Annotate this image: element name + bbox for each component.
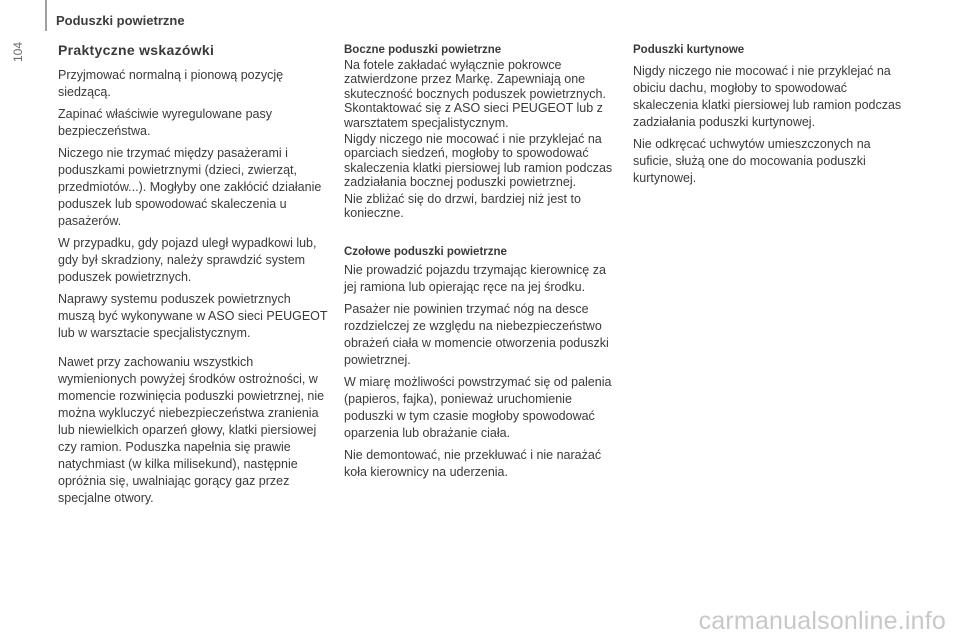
- front-airbag-paragraph: Nie prowadzić pojazdu trzymając kierownicę za jej ramiona lub opierając ręce na jej środku.: [344, 263, 606, 295]
- tip-paragraph: Zapinać właściwie wyregulowane pasy bezpieczeństwa.: [58, 107, 272, 138]
- tip-paragraph: Nawet przy zachowaniu wszystkich wymienionych powyżej środków ostrożności, w momencie rozwinięcia poduszki powietrznej, nie można wykluczyć niebezpieczeństwa zranienia lub niewielkich oparzeń głowy, klatki piersiowej czy ramion. Poduszka napełnia się prawie natychmiast (w kilka milisekund), następnie opróżnia się, uwalniając gorący gaz przez specjalne otwory.: [58, 355, 325, 505]
- front-airbag-paragraph: Pasażer nie powinien trzymać nóg na desce rozdzielczej ze względu na niebezpieczeństwo obrażeń ciała w momencie otworzenia poduszki powietrznej.: [344, 302, 609, 368]
- curtain-airbag-paragraph: Nigdy niczego nie mocować i nie przyklejać na obiciu dachu, mogłoby to spowodować skaleczenia klatki piersiowej lub ramion podczas zadziałania poduszki kurtynowej.: [633, 64, 902, 129]
- curtain-airbags-column: [633, 42, 903, 192]
- tip-paragraph: Przyjmować normalną i pionową pozycję siedzącą.: [58, 68, 284, 99]
- airbag-details-column: [344, 42, 616, 486]
- curtain-airbags-heading: Poduszki kurtynowe: [633, 44, 745, 56]
- side-airbag-paragraph: Nigdy niczego nie mocować i nie przyklejać na oparciach siedzeń, mogłoby to spowodować skaleczenia klatki piersiowej lub ramion podczas zadziałania bocznej poduszki powietrznej.: [344, 132, 613, 190]
- tip-paragraph: W przypadku, gdy pojazd uległ wypadkowi lub, gdy był skradziony, należy sprawdzić system poduszek powietrznych.: [58, 236, 317, 284]
- front-airbags-heading: Czołowe poduszki powietrzne: [344, 246, 507, 259]
- side-airbag-paragraph: Na fotele zakładać wyłącznie pokrowce zatwierdzone przez Markę. Zapewniają one skuteczność bocznych poduszek powietrznych. Skontaktować się z ASO sieci PEUGEOT lub z warsztatem specjalistycznym.: [344, 58, 606, 130]
- side-airbag-paragraph: Nie zbliżać się do drzwi, bardziej niż jest to konieczne.: [344, 191, 581, 221]
- tip-paragraph: Niczego nie trzymać między pasażerami i poduszkami powietrznymi (dzieci, zwierząt, przedmiotów...). Mogłyby one zakłócić działanie poduszek lub spowodować skaleczenia u pasażerów.: [58, 146, 322, 228]
- front-airbag-paragraph: W miarę możliwości powstrzymać się od palenia (papieros, fajka), ponieważ uruchomienie poduszki w tym czasie mogłoby spowodować oparzenia lub obrażanie ciała.: [344, 375, 612, 441]
- practical-tips-heading: Praktyczne wskazówki: [58, 42, 215, 58]
- side-airbags-heading: Boczne poduszki powietrzne: [344, 44, 502, 56]
- curtain-airbag-paragraph: Nie odkręcać uchwytów umieszczonych na suficie, służą one do mocowania poduszki kurtynowej.: [633, 137, 871, 185]
- page-number: 104: [11, 41, 25, 62]
- practical-tips-column: [58, 42, 328, 512]
- header-accent-bar: [45, 0, 47, 31]
- section-title: Poduszki powietrzne: [56, 13, 185, 28]
- watermark: carmanualsonline.info: [698, 607, 946, 635]
- tip-paragraph: Naprawy systemu poduszek powietrznych muszą być wykonywane w ASO sieci PEUGEOT lub w warsztacie specjalistycznym.: [58, 292, 328, 340]
- front-airbag-paragraph: Nie demontować, nie przekłuwać i nie narażać koła kierownicy na uderzenia.: [344, 448, 602, 480]
